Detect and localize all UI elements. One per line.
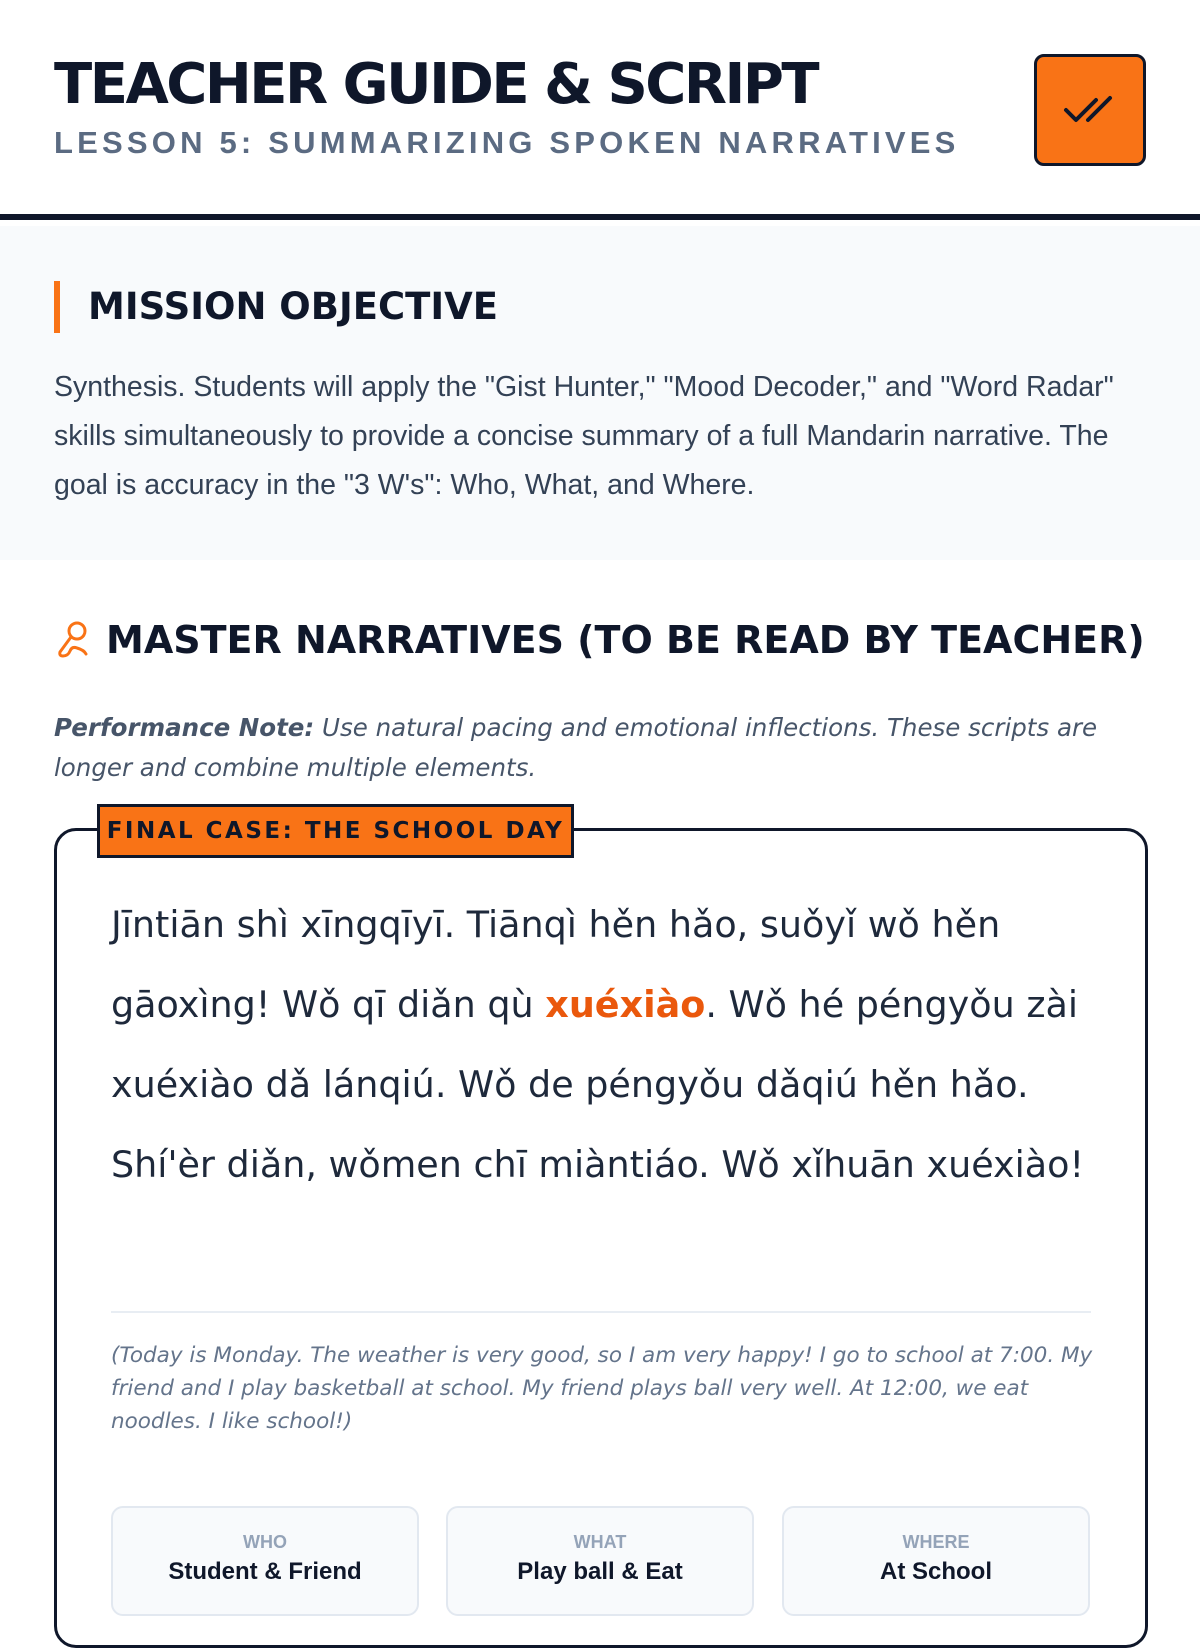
lesson-subtitle: LESSON 5: SUMMARIZING SPOKEN NARRATIVES [54, 125, 960, 160]
microphone-icon [54, 620, 90, 660]
page-title: TEACHER GUIDE & SCRIPT [54, 52, 818, 117]
mission-objective-section [0, 226, 1200, 560]
narrative-text-after: . Wǒ hé péngyǒu zài xuéxiào dǎ lánqiú. Wǒ de péngyǒu dǎqiú hěn hǎo. Shí'èr diǎn, wǒmen chī miàntiáo. Wǒ xǐhuān xuéxiào! [111, 983, 1085, 1186]
double-check-icon [1062, 90, 1118, 130]
narrative-script [111, 885, 1111, 1205]
objective-text: Synthesis. Students will apply the "Gist Hunter," "Mood Decoder," and "Word Radar" skills simultaneously to provide a concise summary of a full Mandarin narrative. The goal is accuracy in the "3 W's": Who, What, and Where. [54, 371, 1114, 501]
tile-label: WHO [243, 1532, 287, 1552]
card-divider [111, 1311, 1091, 1313]
tile-label: WHERE [902, 1532, 970, 1552]
narratives-heading [54, 616, 1145, 664]
performance-note-text: Use natural pacing and emotional inflections. These scripts are longer and combine multiple elements. [54, 713, 1098, 782]
objective-heading: MISSION OBJECTIVE [88, 285, 499, 328]
narrative-text-before: Jīntiān shì xīngqīyī. Tiānqì hěn hǎo, suǒyǐ wǒ hěn gāoxìng! Wǒ qī diǎn qù [111, 903, 1001, 1026]
tile-value: Student & Friend [168, 1558, 362, 1585]
objective-accent-bar [54, 281, 60, 333]
page-header [0, 0, 1200, 220]
performance-note [54, 708, 1154, 788]
english-translation: (Today is Monday. The weather is very good, so I am very happy! I go to school at 7:00. My friend and I play basketball at school. My friend plays ball very well. At 12:00, we eat noodles. I like school!) [111, 1343, 1093, 1434]
tile-value: Play ball & Eat [517, 1558, 683, 1585]
narratives-heading-text: MASTER NARRATIVES (TO BE READ BY TEACHER) [106, 618, 1145, 662]
case-tag: FINAL CASE: THE SCHOOL DAY [97, 804, 574, 858]
narrative-highlight-word: xuéxiào [545, 983, 706, 1026]
tile-label: WHAT [573, 1532, 627, 1552]
mark-complete-button[interactable] [1034, 54, 1146, 166]
tile-value: At School [880, 1558, 992, 1585]
performance-note-label: Performance Note: [54, 713, 315, 742]
